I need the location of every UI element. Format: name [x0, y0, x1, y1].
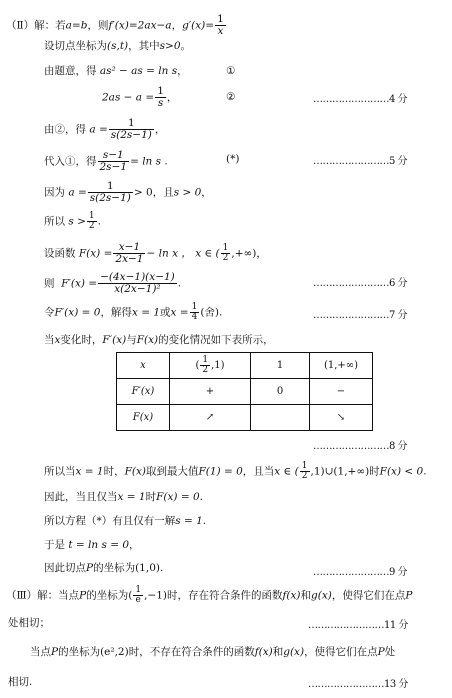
table-header-x: x [117, 353, 170, 379]
part2-line-2: 设切点坐标为(s,t)，其中s>0。 [44, 40, 192, 52]
part3-line-4: 相切. [8, 676, 33, 688]
table-header-interval-2: (1,+∞) [310, 353, 373, 379]
part2-line-4: 2as − a = $\frac{1}{s}$ ， [102, 85, 178, 109]
fraction: $\frac{1}{s(2s-1)}$ [110, 117, 152, 141]
increasing-arrow-icon: ↗ [170, 405, 251, 431]
score-7: ……………………7 分 [313, 310, 408, 321]
part2-line-11: 令F′(x) = 0，解得x = 1或x = $\frac{1}{4}$ (舍). [44, 302, 223, 322]
part2-line-5: 由②，得 a = $\frac{1}{s(2s-1)}$ ， [44, 117, 166, 141]
score-4: ……………………4 分 [313, 94, 408, 105]
fraction: $\frac{1}{2}$ [301, 461, 308, 481]
part2-line-8: 所以 s > $\frac{1}{2}$ . [44, 211, 101, 231]
score-6: ……………………6 分 [313, 278, 408, 289]
part2-line-15: 所以方程（*）有且仅有一解s = 1. [44, 515, 207, 527]
table-header-one: 1 [251, 353, 310, 379]
score-5: ……………………5 分 [313, 156, 408, 167]
decreasing-arrow-icon: ↘ [310, 405, 373, 431]
table-row: F′(x) + 0 − [117, 379, 373, 405]
fraction: $\frac{-(4x-1)(x-1)}{\text{x(2x−1)²}}$ [100, 271, 175, 295]
fraction: $\frac{1}{2}$ [222, 243, 229, 263]
equation-label-2: ② [226, 91, 236, 103]
table-row: F(x) ↗ ↘ [117, 405, 373, 431]
fraction: $\frac{x-1}{2x-1}$ [115, 241, 144, 265]
variation-table [116, 352, 373, 431]
fraction: $\frac{1}{s}$ [157, 85, 164, 109]
fraction: $\frac{1}{e}$ [135, 585, 142, 605]
fraction: $\frac{1}{2}$ [88, 211, 95, 231]
part2-line-1: （Ⅱ）解：若a=b，则f′(x)=2ax−a，g′(x)= $\frac{1}{x}$ [6, 13, 224, 37]
equation-label-1: ① [226, 65, 236, 77]
part2-line-6: 代入①，得 $\frac{s-1}{2s-1}$ = ln s . [44, 149, 168, 173]
part2-line-16: 于是 t = ln s = 0， [44, 539, 140, 551]
part3-line-3: 当点P的坐标为(e²,2)时，不存在符合条件的函数f(x)和g(x)，使得它们在点P处 [30, 646, 396, 658]
fraction: $\frac{1}{4}$ [191, 302, 198, 322]
part2-line-9: 设函数 F(x) = $\frac{x-1}{2x-1}$ − ln x ， x ∈ ( $\frac{1}{2}$ ,+∞)， [44, 241, 267, 265]
table-header-interval-1: ( $\frac{1}{2}$ ,1) [170, 353, 251, 379]
fraction: $\frac{1}{x}$ [217, 13, 224, 37]
part2-line-17: 因此切点P的坐标为(1,0). [44, 562, 164, 574]
score-9: ……………………9 分 [313, 567, 408, 578]
part2-line-13: 所以当x = 1时，F(x)取到最大值F(1) = 0，且当x ∈ ( $\frac{1}{2}$ ,1)∪(1,+∞)时F(x) < 0. [44, 461, 427, 481]
equation-label-star: (*) [226, 153, 240, 165]
table-row [117, 353, 373, 379]
part3-line-2: 处相切； [8, 617, 50, 629]
fraction: $\frac{1}{2}$ [202, 355, 209, 375]
part2-line-7: 因为 a = $\frac{1}{s(2s-1)}$ > 0，且s > 0， [44, 180, 212, 204]
part2-line-10: 则 F′(x) = $\frac{-(4x-1)(x-1)}{\text{x(2x−1)²}}$ . [44, 271, 182, 295]
part2-line-3: 由题意，得 as² − as = ln s， [44, 65, 188, 77]
fraction: $\frac{s-1}{2s-1}$ [99, 149, 128, 173]
score-13: ……………………13 分 [308, 679, 408, 690]
part2-line-12: 当x变化时，F′(x)与F(x)的变化情况如下表所示， [44, 334, 274, 346]
part2-line-14: 因此，当且仅当x = 1时F(x) = 0. [44, 491, 203, 503]
part3-line-1: （Ⅲ）解：当点P的坐标为( $\frac{1}{e}$ ,−1)时，存在符合条件的函数f(x)和g(x)，使得它们在点P [6, 585, 413, 605]
score-11: ……………………11 分 [308, 620, 408, 631]
fraction: $\frac{1}{s(2s-1)}$ [89, 180, 131, 204]
score-8: ……………………8 分 [313, 441, 408, 452]
